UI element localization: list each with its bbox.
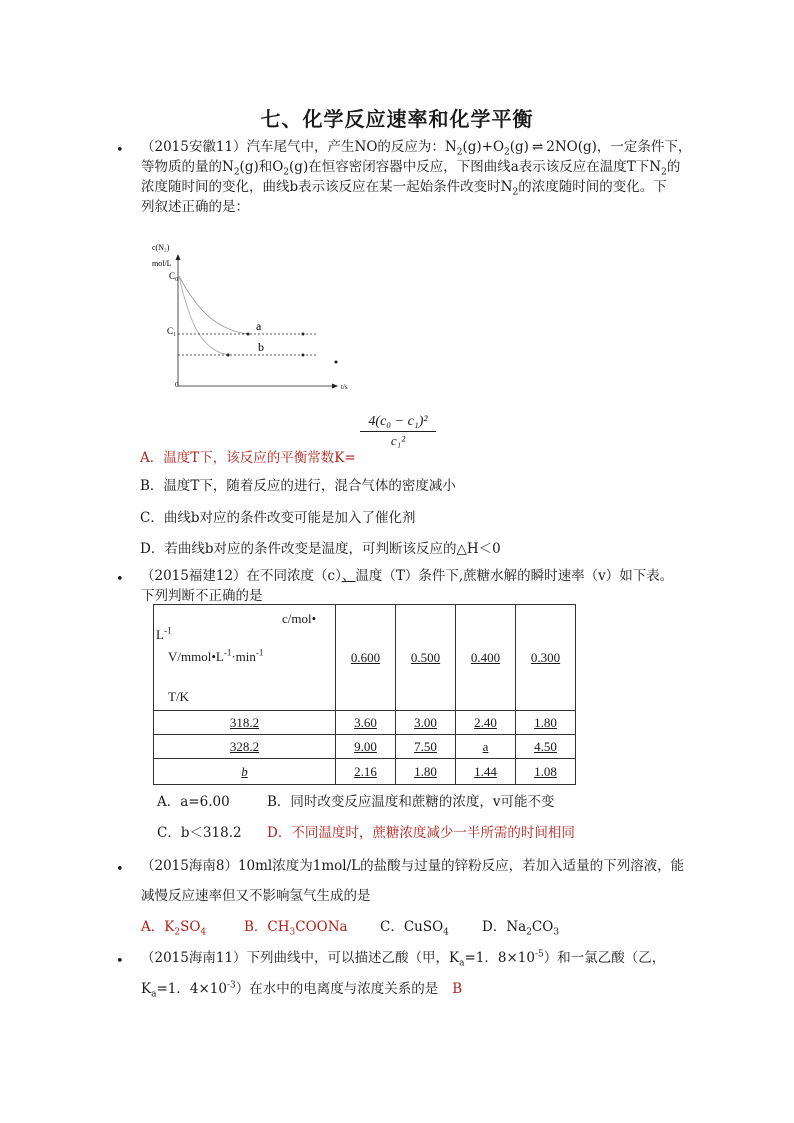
point-b-2 <box>302 354 305 357</box>
table-cell: 1.80 <box>396 759 456 785</box>
q4-line-1: （2015海南11）下列曲线中，可以描述乙酸（甲，$K_a=1$．$8\times 10^{-5}$）和一氯乙酸（乙， <box>141 949 666 969</box>
column-header: 0.400 <box>456 605 516 711</box>
concentration-time-graph <box>148 238 358 396</box>
bullet-q4: • <box>116 954 124 969</box>
q4-line-2: $K_a=1$．$4\times 10^{-3}$）在水中的电离度与浓度关系的是 B <box>141 980 463 1000</box>
table-cell: 4.50 <box>516 735 576 759</box>
table-cell: a <box>456 735 516 759</box>
bullet-q1: • <box>116 143 124 158</box>
q2-line-1: （2015福建12）在不同浓度（c）、温度（T）条件下,蔗糖水解的瞬时速率（v）如下表。 <box>141 568 674 584</box>
stray-dot <box>335 361 338 364</box>
y-axis-label-2: mol/L <box>152 259 172 268</box>
formula-numerator: 4(c₀ − c₁)² <box>360 414 436 432</box>
column-header: 0.500 <box>396 605 456 711</box>
table-header-row <box>154 605 576 711</box>
q1-line-3: 浓度随时间的变化，曲线b表示该反应在某一起始条件改变时$N_2$的浓度随时间的变化。下 <box>141 179 667 198</box>
point-a-2 <box>302 333 305 336</box>
q1-line-2: 等物质的量的$N_2(g)$和$O_2(g)$在恒容密闭容器中反应，下图曲线a表示该反应在温度T下$N_2$的 <box>141 159 681 178</box>
table-cell: 3.60 <box>336 711 396 735</box>
formula-denominator: c₁² <box>390 433 406 448</box>
q1-option-a: A．温度T下，该反应的平衡常数K= <box>140 450 356 466</box>
row-temperature: 328.2 <box>154 735 336 759</box>
bullet-q2: • <box>116 572 124 587</box>
table-cell: 1.44 <box>456 759 516 785</box>
q2-line-2: 下列判断不正确的是 <box>141 588 263 604</box>
q2-option-b: B．同时改变反应温度和蔗糖的浓度，v可能不变 <box>267 794 555 810</box>
curve-a <box>179 276 248 334</box>
row-temperature: b <box>154 759 336 785</box>
rate-table <box>153 604 576 785</box>
table-row <box>154 711 576 735</box>
header-c-label: c/mol• <box>282 611 317 626</box>
table-corner-header <box>154 605 336 711</box>
q1-option-d: D．若曲线b对应的条件改变是温度，可判断该反应的△H＜0 <box>140 541 501 557</box>
row-temperature: 318.2 <box>154 711 336 735</box>
curve-b <box>179 276 230 355</box>
question-1 <box>141 137 691 217</box>
q3-option-c: C．CuSO$_4$ <box>380 919 449 938</box>
column-header: 0.600 <box>336 605 396 711</box>
q3-option-d: D．$Na_2CO_3$ <box>482 919 560 938</box>
origin-label: 0 <box>175 381 179 389</box>
q3-line-1: （2015海南8）10ml浓度为1mol/L的盐酸与过量的锌粉反应，若加入适量的下列溶液，能 <box>141 858 685 874</box>
k-formula <box>360 414 436 449</box>
x-axis-label: t/s <box>341 383 348 391</box>
point-a-1 <box>247 333 250 336</box>
bullet-q3: • <box>116 862 124 877</box>
table-row <box>154 759 576 785</box>
q2-option-a: A．a=6.00 <box>157 794 230 810</box>
table-cell: 2.40 <box>456 711 516 735</box>
table-row <box>154 735 576 759</box>
table-cell: 7.50 <box>396 735 456 759</box>
table-cell: 1.80 <box>516 711 576 735</box>
c1-label: C₁ <box>167 326 177 336</box>
curve-a-label: a <box>256 319 262 333</box>
q3-line-2: 减慢反应速率但又不影响氢气生成的是 <box>141 888 371 904</box>
c0-label: C₀ <box>169 271 179 281</box>
table-cell: 3.00 <box>396 711 456 735</box>
point-b-1 <box>227 354 230 357</box>
q1-option-b: B．温度T下，随着反应的进行，混合气体的密度减小 <box>140 478 456 494</box>
curve-b-label: b <box>258 340 264 354</box>
q1-line-1: （2015安徽11）汽车尾气中，产生NO的反应为：$N_2(g)+O_2(g)$ ⇌ 2NO(g)，一定条件下， <box>141 139 692 158</box>
q3-option-a: A．$K_2SO_4$ <box>141 919 207 938</box>
table-cell: 2.16 <box>336 759 396 785</box>
y-axis-label-1: c(N₂) <box>152 243 170 252</box>
question-2 <box>141 566 673 606</box>
q1-line-4: 列叙述正确的是： <box>141 199 249 215</box>
q2-option-c: C．b＜318.2 <box>157 825 242 841</box>
q4-answer: B <box>452 981 463 997</box>
table-cell: 1.08 <box>516 759 576 785</box>
header-v-label: $V/mmol•L^{-1}\cdot\min^{-1}$ <box>168 647 264 664</box>
header-l-label: $L^{-1}$ <box>156 625 172 642</box>
header-t-label: T/K <box>168 689 189 704</box>
table-cell: 9.00 <box>336 735 396 759</box>
q2-option-d: D．不同温度时，蔗糖浓度减少一半所需的时间相同 <box>267 825 575 841</box>
q1-option-c: C．曲线b对应的条件改变可能是加入了催化剂 <box>140 510 416 526</box>
column-header: 0.300 <box>516 605 576 711</box>
q3-option-b: B．$CH_3COONa$ <box>244 919 348 938</box>
page-title: 七、化学反应速率和化学平衡 <box>260 107 534 131</box>
